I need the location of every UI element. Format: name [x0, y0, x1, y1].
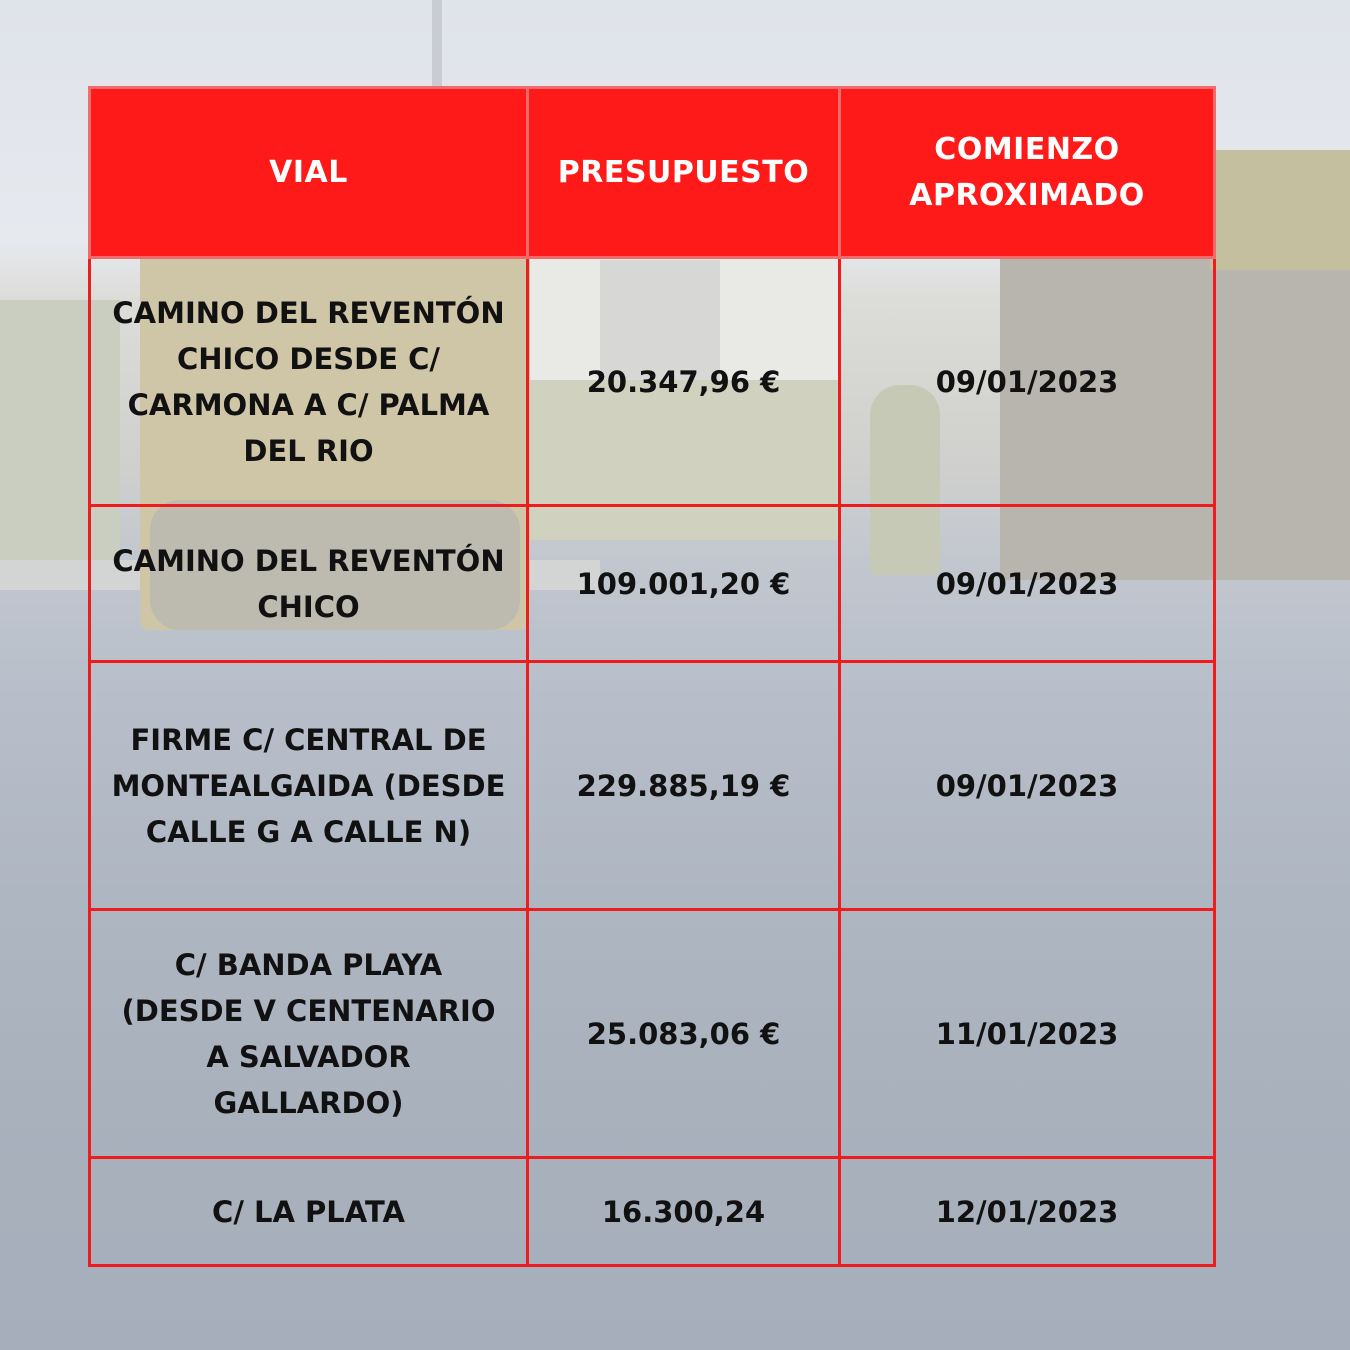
table-row — [90, 662, 1215, 910]
table-row — [90, 910, 1215, 1158]
cell-comienzo: 09/01/2023 — [840, 662, 1215, 910]
cell-presupuesto: 25.083,06 € — [528, 910, 840, 1158]
works-table — [88, 86, 1216, 1267]
works-table-container — [88, 86, 1216, 1267]
cell-vial: CAMINO DEL REVENTÓN CHICO DESDE C/ CARMONA A C/ PALMA DEL RIO — [90, 258, 528, 506]
cell-comienzo: 09/01/2023 — [840, 258, 1215, 506]
header-vial: VIAL — [90, 88, 528, 258]
cell-vial: CAMINO DEL REVENTÓN CHICO — [90, 506, 528, 662]
header-presupuesto: PRESUPUESTO — [528, 88, 840, 258]
table-row — [90, 1158, 1215, 1266]
table-row — [90, 506, 1215, 662]
header-comienzo: COMIENZO APROXIMADO — [840, 88, 1215, 258]
cell-comienzo: 09/01/2023 — [840, 506, 1215, 662]
cell-comienzo: 11/01/2023 — [840, 910, 1215, 1158]
cell-comienzo: 12/01/2023 — [840, 1158, 1215, 1266]
table-row — [90, 258, 1215, 506]
cell-vial: C/ BANDA PLAYA (DESDE V CENTENARIO A SALVADOR GALLARDO) — [90, 910, 528, 1158]
cell-presupuesto: 229.885,19 € — [528, 662, 840, 910]
cell-vial: FIRME C/ CENTRAL DE MONTEALGAIDA (DESDE CALLE G A CALLE N) — [90, 662, 528, 910]
cell-presupuesto: 16.300,24 — [528, 1158, 840, 1266]
cell-presupuesto: 20.347,96 € — [528, 258, 840, 506]
asphalt-paver-cab — [1210, 150, 1350, 270]
cell-presupuesto: 109.001,20 € — [528, 506, 840, 662]
table-header-row — [90, 88, 1215, 258]
cell-vial: C/ LA PLATA — [90, 1158, 528, 1266]
